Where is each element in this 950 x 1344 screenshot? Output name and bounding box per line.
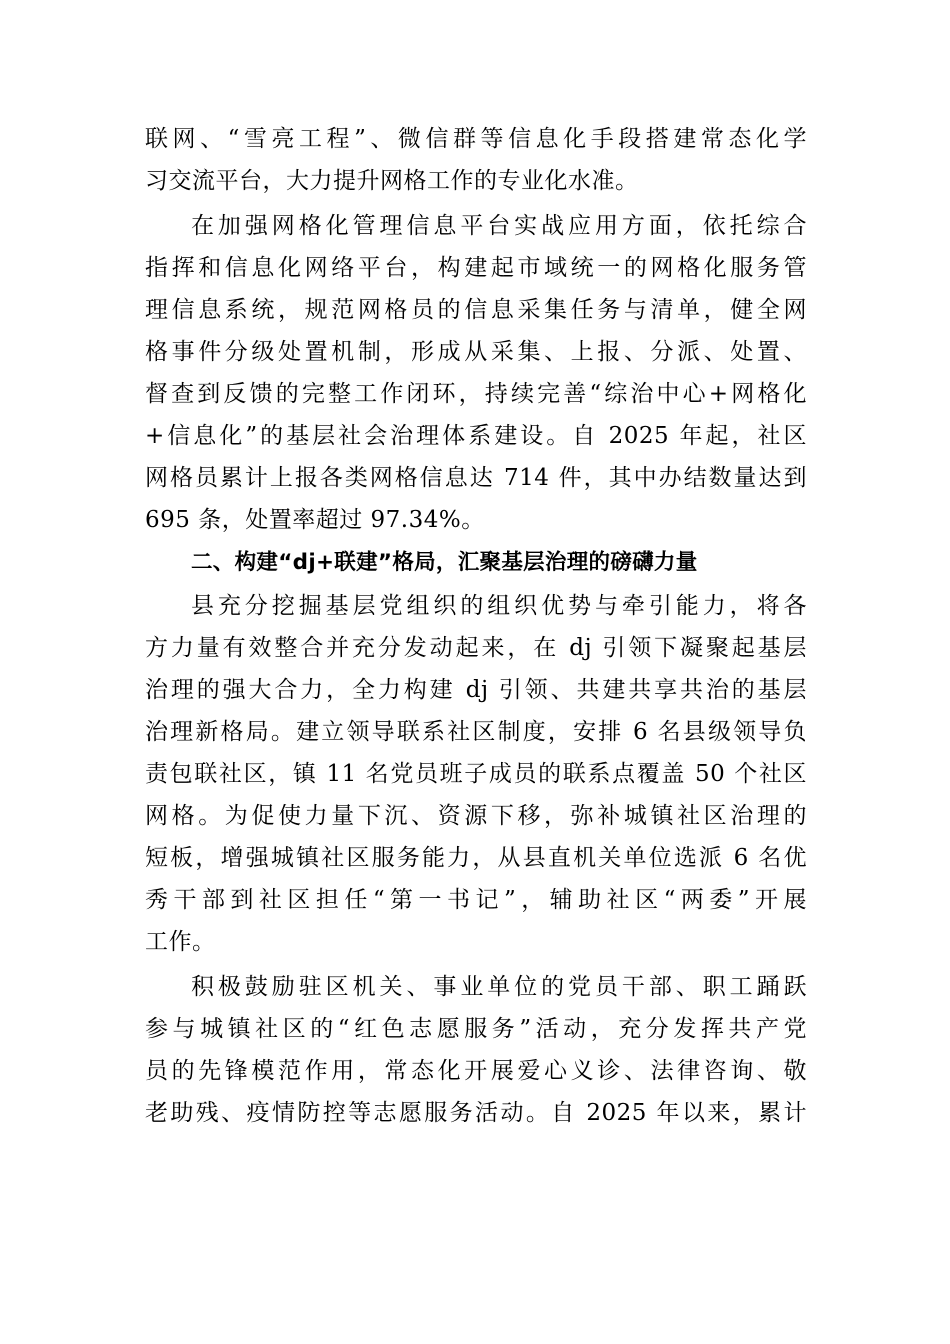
paragraph-line: 习交流平台，大力提升网格工作的专业化水准。 [145,168,639,194]
paragraph-line: 方力量有效整合并充分发动起来，在 dj 引领下凝聚起基层 [145,635,807,661]
paragraph-line: 理信息系统，规范网格员的信息采集任务与清单，健全网 [145,297,807,323]
paragraph-line: 治理新格局。建立领导联系社区制度，安排 6 名县级领导负 [145,719,807,745]
paragraph-2 [145,205,807,541]
paragraph-line: 在加强网格化管理信息平台实战应用方面，依托综合 [191,213,807,239]
paragraph-line: 督查到反馈的完整工作闭环，持续完善“综治中心+网格化 [145,381,807,407]
paragraph-line: 联网、“雪亮工程”、微信群等信息化手段搭建常态化学 [145,126,807,152]
paragraph-line: 积极鼓励驻区机关、事业单位的党员干部、职工踊跃 [191,974,807,1000]
paragraph-line: 网格员累计上报各类网格信息达 714 件，其中办结数量达到 [145,465,807,491]
paragraph-4 [145,966,807,1134]
paragraph-line: 员的先锋模范作用，常态化开展爱心义诊、法律咨询、敬 [145,1058,807,1084]
paragraph-line: 工作。 [145,929,216,955]
paragraph-line: 责包联社区，镇 11 名党员班子成员的联系点覆盖 50 个社区 [145,761,807,787]
document-page [145,118,807,1134]
paragraph-1 [145,118,807,202]
paragraph-line: 秀干部到社区担任“第一书记”，辅助社区“两委”开展 [145,887,807,913]
paragraph-line: 参与城镇社区的“红色志愿服务”活动，充分发挥共产党 [145,1016,807,1042]
paragraph-line: 格事件分级处置机制，形成从采集、上报、分派、处置、 [145,339,807,365]
paragraph-3 [145,585,807,963]
paragraph-line: 治理的强大合力，全力构建 dj 引领、共建共享共治的基层 [145,677,807,703]
paragraph-line: 指挥和信息化网络平台，构建起市域统一的网格化服务管 [145,255,807,281]
section-heading: 二、构建“dj+联建”格局，汇聚基层治理的磅礴力量 [191,550,698,575]
paragraph-line: 695 条，处置率超过 97.34%。 [145,507,485,533]
paragraph-line: +信息化”的基层社会治理体系建设。自 2025 年起，社区 [145,423,807,449]
paragraph-line: 网格。为促使力量下沉、资源下移，弥补城镇社区治理的 [145,803,807,829]
paragraph-line: 县充分挖掘基层党组织的组织优势与牵引能力，将各 [191,593,807,619]
paragraph-line: 短板，增强城镇社区服务能力，从县直机关单位选派 6 名优 [145,845,807,871]
paragraph-line: 老助残、疫情防控等志愿服务活动。自 2025 年以来，累计 [145,1100,807,1126]
